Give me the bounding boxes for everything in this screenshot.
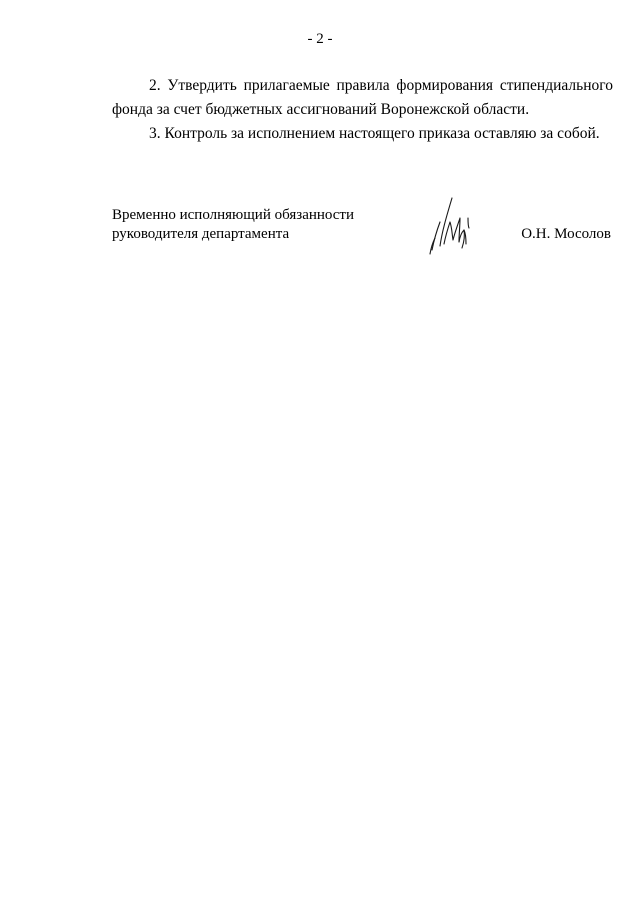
- signature-block: [112, 206, 613, 276]
- paragraph-approve-rules: 2. Утвердить прилагаемые правила формирования стипендиального фонда за счет бюджетных ассигнований Воронежской области.: [112, 77, 613, 118]
- signer-position-line-1: Временно исполняющий обязанности: [112, 207, 355, 223]
- paragraph-control: 3. Контроль за исполнением настоящего приказа оставляю за собой.: [149, 125, 600, 142]
- order-text: [112, 74, 613, 146]
- signer-position: [112, 206, 354, 244]
- signer-name: О.Н. Мосолов: [521, 226, 611, 242]
- signer-position-line-2: руководителя департамента: [112, 226, 290, 242]
- page-number: - 2 -: [307, 31, 333, 47]
- handwritten-signature: [422, 192, 482, 268]
